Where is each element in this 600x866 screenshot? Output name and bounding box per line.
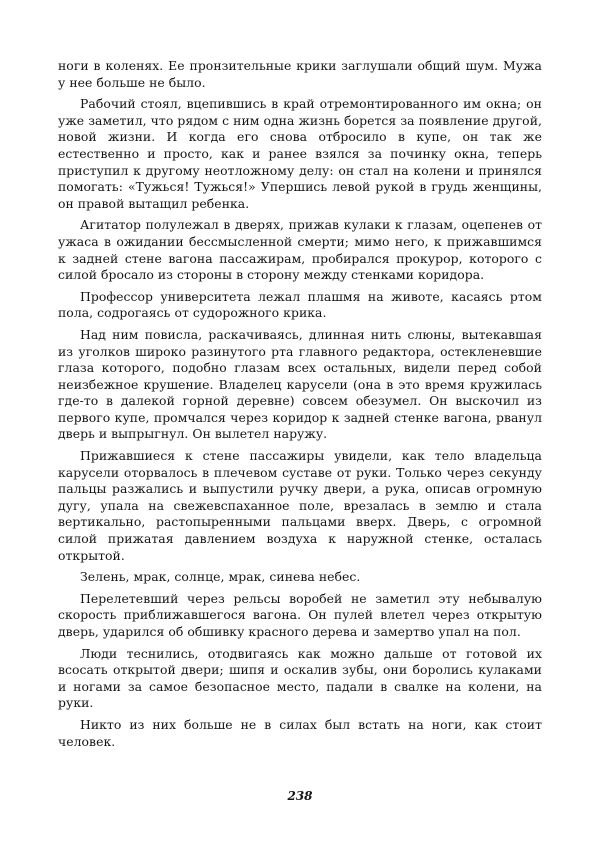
page-text (58, 58, 542, 755)
paragraph-3: Агитатор полулежал в дверях, прижав кулаки к глазам, оцепенев от ужаса в ожидании бессмысленной смерти; мимо него, к прижавшимся к задней стене вагона пассажирам, пробирался прокурор, которого с силой бросало из стороны в сторону между стенками коридора. (58, 217, 542, 283)
page-number: 238 (287, 789, 313, 803)
paragraph-5: Над ним повисла, раскачиваясь, длинная нить слюны, вытекавшая из уголков широко разинутого рта главного редактора, остекленевшие глаза которого, подобно глазам всех остальных, видели перед собой неизбежное крушение. Владелец карусели (она в это время кружилась где-то в далекой горной деревне) совсем обезумел. Он выскочил из первого купе, промчался через коридор к задней стенке вагона, рванул дверь и выпрыгнул. Он вылетел наружу. (58, 326, 542, 442)
paragraph-7: Зелень, мрак, солнце, мрак, синева небес. (80, 569, 361, 585)
paragraph-9: Люди теснились, отодвигаясь как можно дальше от готовой их всосать открытой двери; шипя и оскалив зубы, они боролись кулаками и ногами за самое безопасное место, падали в свалке на колени, на руки. (58, 645, 542, 711)
paragraph-2: Рабочий стоял, вцепившись в край отремонтированного им окна; он уже заметил, что рядом с ним одна жизнь борется за появление другой, новой жизни. И когда его снова отбросило в купе, он так же естественно и просто, как и ранее взялся за починку окна, теперь приступил к другому неотложному делу: он стал на колени и принялся помогать: «Тужься! Тужься!» Упершись левой рукой в грудь женщины, он правой вытащил ребенка. (58, 96, 542, 211)
paragraph-8: Перелетевший через рельсы воробей не заметил эту небывалую скорость приближавшегося вагона. Он пулей влетел через открытую дверь, ударился об обшивку красного дерева и замертво упал на пол. (58, 590, 542, 639)
paragraph-10: Никто из них больше не в силах был встать на ноги, как стоит человек. (58, 716, 542, 749)
paragraph-4: Профессор университета лежал плашмя на животе, касаясь ртом пола, содрогаясь от судорожного крика. (58, 288, 542, 321)
paragraph-1: ноги в коленях. Ее пронзительные крики заглушали общий шум. Мужа у нее больше не было. (58, 58, 542, 90)
paragraph-6: Прижавшиеся к стене пассажиры увидели, как тело владельца карусели оторвалось в плечевом суставе от руки. Только через секунду пальцы разжались и выпустили ручку двери, а рука, описав огромную дугу, упала на свежевспаханное поле, врезалась в землю и стала вертикально, растопыренными пальцами вверх. Дверь, с огромной силой прижатая давлением воздуха к наружной стенке, осталась открытой. (58, 448, 542, 563)
